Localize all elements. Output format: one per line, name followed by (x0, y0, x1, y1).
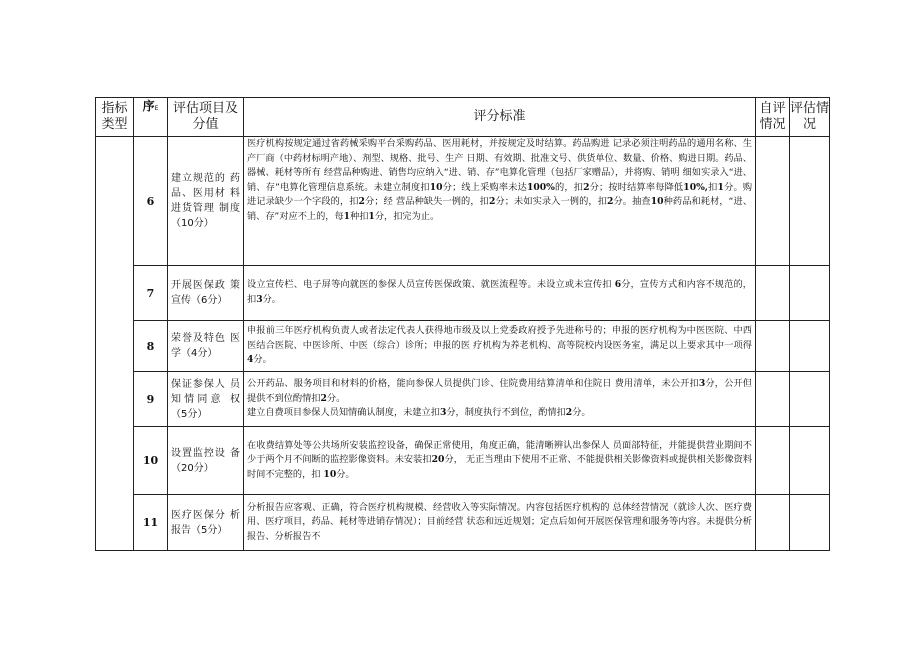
eval-cell[interactable] (790, 321, 830, 372)
eval-cell[interactable] (790, 495, 830, 551)
row-criteria: 分析报告应客观、正确，符合医疗机构规模、经营收入等实际情况。内容包括医疗机构的 总体经营情况（就诊人次、医疗费用、医疗项目，药品、耗材等进销存情况）；目前经营 状态和远近规划；定点后如何开展医保管理和服务等内容。未提供分析报告、分析报告不 (244, 495, 756, 551)
eval-cell[interactable] (790, 266, 830, 321)
self-eval-cell[interactable] (756, 427, 790, 495)
header-row (96, 98, 830, 137)
table-row (96, 372, 830, 427)
row-number: 6 (134, 137, 168, 266)
table-row (96, 137, 830, 266)
row-criteria: 设立宣传栏、电子屏等向就医的参保人员宣传医保政策、就医流程等。未设立或未宣传扣 6分，宣传方式和内容不规范的，扣3分。 (244, 266, 756, 321)
header-criteria: 评分标准 (244, 98, 756, 137)
self-eval-cell[interactable] (756, 321, 790, 372)
type-cell (96, 137, 134, 551)
row-item: 建立规范的 药品、医用材 料进货管理 制度（10分） (168, 137, 244, 266)
row-criteria: 在收费结算处等公共场所安装监控设备，确保正常使用，角度正确，能清晰辨认出参保人 员面部特征，并能提供营业期间不少于两个月不间断的监控影像资料。未安装扣20分， 无正当理由下使用不正常、不能提供相关影像资料或提供相关影像资料时间不完整的，扣 10分。 (244, 427, 756, 495)
header-seq: 序E (134, 98, 168, 137)
eval-cell[interactable] (790, 372, 830, 427)
row-criteria: 公开药品、服务项目和材料的价格，能向参保人员提供门诊、住院费用结算清单和住院日 费用清单，未公开扣3分，公开但提供不到位酌情扣2分。 建立自费项目参保人员知情确认制度，未建立扣3分，制度执行不到位，酌情扣2分。 (244, 372, 756, 427)
table-row (96, 427, 830, 495)
self-eval-cell[interactable] (756, 137, 790, 266)
eval-cell[interactable] (790, 137, 830, 266)
row-number: 7 (134, 266, 168, 321)
row-item: 设置监控设 备（20分） (168, 427, 244, 495)
self-eval-cell[interactable] (756, 372, 790, 427)
row-item: 医疗医保分 析报告（5分） (168, 495, 244, 551)
row-number: 8 (134, 321, 168, 372)
header-eval: 评估情况 (790, 98, 830, 137)
row-number: 9 (134, 372, 168, 427)
header-type: 指标类型 (96, 98, 134, 137)
row-item: 开展医保政 策宣传（6分） (168, 266, 244, 321)
row-criteria: 医疗机构按规定通过省药械采购平台采购药品、医用耗材，并按规定及时结算。药品购进 记录必须注明药品的通用名称、生产厂商（中药材标明产地）、剂型、规格、批号、生产 日期、有效期、批准文号、供货单位、数量、价格、购进日期。药品、器械、耗材等所有 经营品种购进、销售均应纳入“进、销、存”电算化管理（包括厂家赠品），并将购、销明 细如实录入“进、销、存”电算化管理信息系统。未建立制度扣10分；线上采购率未达100%的，扣2分；按时结算率每降低10%,扣1分。购进记录缺少一个字段的，扣2分；经 营品种缺失一例的，扣2分；未如实录入一例的，扣2分。抽查10种药品和耗材，“进、 销、存”对应不上的，每1种扣1分，扣完为止。 (244, 137, 756, 266)
self-eval-cell[interactable] (756, 266, 790, 321)
row-item: 荣誉及特色 医学（4分） (168, 321, 244, 372)
header-item: 评估项目及分值 (168, 98, 244, 137)
row-criteria: 申报前三年医疗机构负责人或者法定代表人获得地市级及以上党委政府授予先进称号的；申报的医疗机构为中医医院、中西医结合医院、中医诊所、中医（综合）诊所；申报的医 疗机构为养老机构、高等院校内设医务室，满足以上要求其中一项得4分。 (244, 321, 756, 372)
evaluation-table (95, 97, 830, 551)
table-row (96, 321, 830, 372)
row-number: 10 (134, 427, 168, 495)
header-self-eval: 自评情况 (756, 98, 790, 137)
row-number: 11 (134, 495, 168, 551)
row-item: 保证参保人 员知情同意 权（5分） (168, 372, 244, 427)
table-row (96, 266, 830, 321)
self-eval-cell[interactable] (756, 495, 790, 551)
eval-cell[interactable] (790, 427, 830, 495)
table-row (96, 495, 830, 551)
